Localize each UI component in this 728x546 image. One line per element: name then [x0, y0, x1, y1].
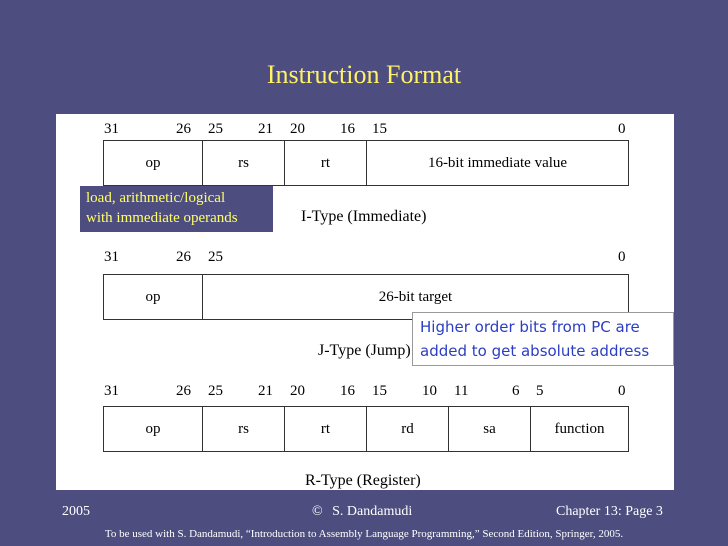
bit-label: 21 — [258, 383, 273, 399]
bit-label: 0 — [618, 121, 626, 137]
bit-label: 10 — [422, 383, 437, 399]
bit-label: 20 — [290, 121, 305, 137]
r-type-caption: R-Type (Register) — [305, 472, 421, 489]
r-type-format-row — [103, 406, 629, 452]
field-immediate: 16-bit immediate value — [427, 154, 568, 171]
j-type-bit-labels — [56, 250, 674, 268]
i-type-bit-labels — [56, 122, 674, 140]
bit-label: 16 — [340, 383, 355, 399]
field-rt: rt — [285, 141, 367, 185]
slide-title: Instruction Format — [266, 60, 462, 89]
r-type-bit-labels — [56, 384, 674, 402]
callout-line: with immediate operands — [86, 210, 238, 226]
field-op: op — [104, 275, 203, 319]
bit-label: 25 — [208, 249, 223, 265]
bit-label: 31 — [104, 121, 119, 137]
bit-label: 26 — [176, 249, 191, 265]
i-type-format-row — [103, 140, 629, 186]
format-diagram-panel — [56, 114, 674, 490]
bit-label: 16 — [340, 121, 355, 137]
immediate-operands-callout — [80, 186, 273, 232]
callout-line: added to get absolute address — [420, 342, 650, 360]
field-rd: rd — [367, 407, 449, 451]
footer-chapter-page: Chapter 13: Page 3 — [556, 504, 663, 519]
author-name: S. Dandamudi — [332, 504, 413, 519]
bit-label: 15 — [372, 383, 387, 399]
copyright-icon: © — [312, 504, 323, 519]
bit-label: 21 — [258, 121, 273, 137]
bit-label: 11 — [454, 383, 469, 399]
bit-label: 26 — [176, 383, 191, 399]
bit-label: 5 — [536, 383, 544, 399]
bit-label: 15 — [372, 121, 387, 137]
bit-label: 26 — [176, 121, 191, 137]
footer-citation: To be used with S. Dandamudi, “Introduction to Assembly Language Programming,” Second Edition, Springer, 2005. — [104, 528, 624, 540]
field-target: 26-bit target — [378, 288, 453, 305]
field-rs: rs — [203, 407, 285, 451]
bit-label: 20 — [290, 383, 305, 399]
callout-line: load, arithmetic/logical — [86, 190, 226, 206]
footer-year: 2005 — [62, 504, 90, 519]
bit-label: 0 — [618, 249, 626, 265]
field-rs: rs — [203, 141, 285, 185]
bit-label: 31 — [104, 383, 119, 399]
field-sa: sa — [449, 407, 531, 451]
bit-label: 25 — [208, 383, 223, 399]
callout-line: Higher order bits from PC are — [420, 318, 640, 336]
bit-label: 6 — [512, 383, 520, 399]
j-type-caption: J-Type (Jump) — [318, 342, 411, 359]
field-rt: rt — [285, 407, 367, 451]
field-op: op — [104, 407, 203, 451]
bit-label: 0 — [618, 383, 626, 399]
bit-label: 25 — [208, 121, 223, 137]
field-function: function — [554, 420, 605, 437]
pc-bits-callout — [412, 312, 674, 366]
footer-author — [312, 504, 412, 520]
bit-label: 31 — [104, 249, 119, 265]
field-op: op — [104, 141, 203, 185]
i-type-caption: I-Type (Immediate) — [301, 208, 427, 225]
